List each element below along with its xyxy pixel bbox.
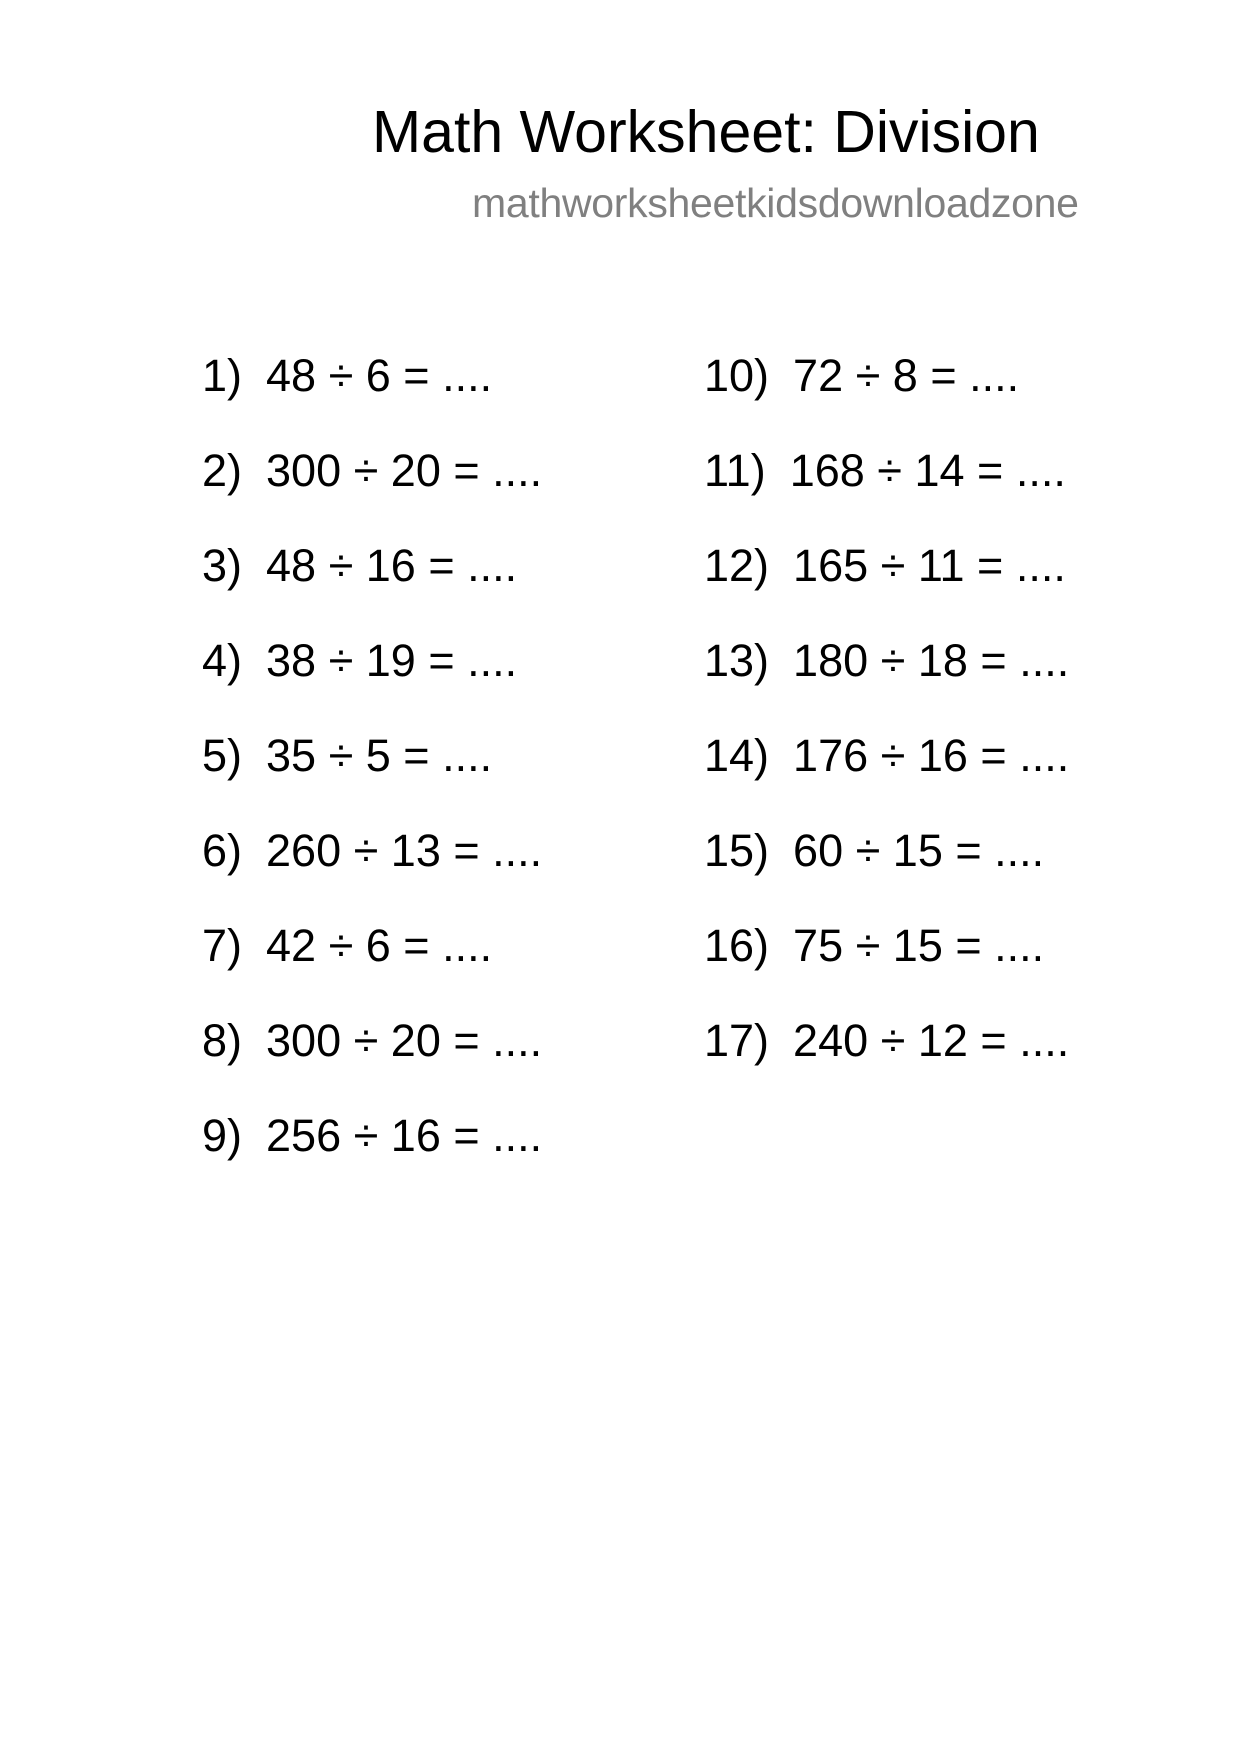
answer-blank[interactable]: .... — [492, 445, 543, 496]
problem-number: 7) — [202, 920, 243, 971]
problem-item — [202, 348, 492, 404]
problem-expression: 300 ÷ 20 = — [266, 1015, 480, 1066]
answer-blank[interactable]: .... — [1019, 635, 1070, 686]
problem-item — [202, 633, 517, 689]
answer-blank[interactable]: .... — [1019, 1015, 1070, 1066]
problem-item — [202, 1013, 542, 1069]
problem-expression: 42 ÷ 6 = — [266, 920, 430, 971]
problem-number: 5) — [202, 730, 243, 781]
problem-item — [202, 538, 517, 594]
answer-blank[interactable]: .... — [442, 350, 493, 401]
answer-blank[interactable]: .... — [969, 350, 1020, 401]
problem-number: 4) — [202, 635, 243, 686]
answer-blank[interactable]: .... — [442, 730, 493, 781]
problem-item — [704, 348, 1019, 404]
problem-expression: 168 ÷ 14 = — [789, 445, 1004, 496]
answer-blank[interactable]: .... — [994, 825, 1045, 876]
problem-expression: 60 ÷ 15 = — [793, 825, 982, 876]
problem-expression: 38 ÷ 19 = — [266, 635, 455, 686]
problem-expression: 72 ÷ 8 = — [793, 350, 957, 401]
problem-item — [704, 633, 1069, 689]
answer-blank[interactable]: .... — [1015, 445, 1066, 496]
problem-expression: 180 ÷ 18 = — [793, 635, 1007, 686]
problem-number: 6) — [202, 825, 243, 876]
problem-expression: 165 ÷ 11 = — [793, 540, 1004, 591]
problem-expression: 75 ÷ 15 = — [793, 920, 982, 971]
answer-blank[interactable]: .... — [492, 825, 543, 876]
problem-expression: 260 ÷ 13 = — [266, 825, 480, 876]
problem-item — [704, 918, 1044, 974]
problem-number: 2) — [202, 445, 243, 496]
problem-item — [704, 538, 1066, 594]
answer-blank[interactable]: .... — [1019, 730, 1070, 781]
problem-item — [202, 823, 542, 879]
problem-item — [202, 443, 542, 499]
problem-expression: 48 ÷ 16 = — [266, 540, 455, 591]
problem-number: 15) — [704, 825, 770, 876]
worksheet-title: Math Worksheet: Division — [372, 99, 1040, 165]
problem-expression: 35 ÷ 5 = — [266, 730, 430, 781]
problem-expression: 48 ÷ 6 = — [266, 350, 430, 401]
problem-number: 10) — [704, 350, 770, 401]
answer-blank[interactable]: .... — [467, 635, 518, 686]
problem-number: 8) — [202, 1015, 243, 1066]
problem-item — [202, 918, 492, 974]
answer-blank[interactable]: .... — [1015, 540, 1066, 591]
problem-item — [704, 728, 1069, 784]
problem-number: 1) — [202, 350, 243, 401]
problem-item — [202, 728, 492, 784]
problem-expression: 256 ÷ 16 = — [266, 1110, 480, 1161]
problem-number: 12) — [704, 540, 770, 591]
problem-expression: 176 ÷ 16 = — [793, 730, 1007, 781]
problem-number: 14) — [704, 730, 770, 781]
problem-item — [704, 823, 1044, 879]
answer-blank[interactable]: .... — [994, 920, 1045, 971]
problem-item — [202, 1108, 542, 1164]
problem-item — [704, 1013, 1069, 1069]
answer-blank[interactable]: .... — [467, 540, 518, 591]
problem-number: 13) — [704, 635, 770, 686]
problem-number: 16) — [704, 920, 770, 971]
problem-number: 17) — [704, 1015, 770, 1066]
problem-expression: 300 ÷ 20 = — [266, 445, 480, 496]
problem-number: 9) — [202, 1110, 243, 1161]
worksheet-source-label: mathworksheetkidsdownloadzone — [472, 180, 1079, 226]
problem-number: 11) — [704, 445, 766, 496]
problem-item — [704, 443, 1066, 499]
problem-number: 3) — [202, 540, 243, 591]
answer-blank[interactable]: .... — [492, 1110, 543, 1161]
problem-expression: 240 ÷ 12 = — [793, 1015, 1007, 1066]
answer-blank[interactable]: .... — [492, 1015, 543, 1066]
answer-blank[interactable]: .... — [442, 920, 493, 971]
